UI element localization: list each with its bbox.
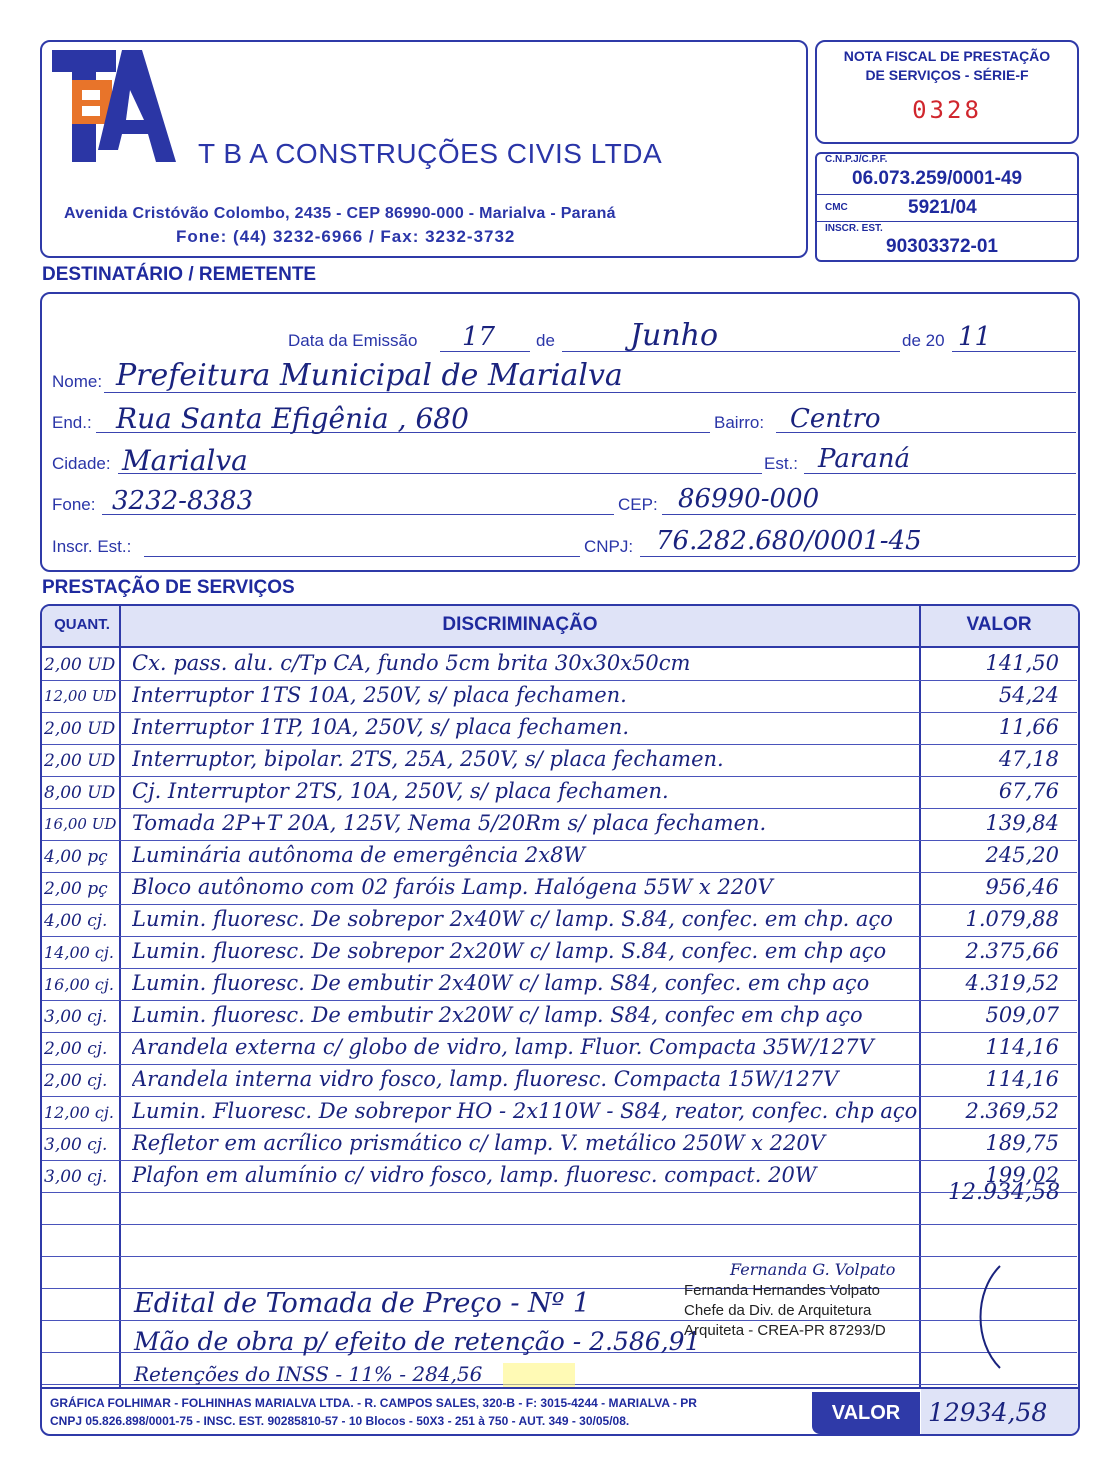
row-value: 4.319,52 [965, 971, 1059, 995]
row-value: 199,02 [985, 1163, 1059, 1187]
invoice-inscr: 90303372-01 [886, 236, 998, 257]
recipient-cep: 86990-000 [678, 484, 820, 514]
row-value: 114,16 [985, 1067, 1059, 1091]
row-value: 509,07 [985, 1003, 1059, 1027]
row-separator [42, 776, 1077, 777]
row-description: Arandela externa c/ globo de vidro, lamp. Fluor. Compacta 35W/127V [132, 1035, 874, 1059]
row-description: Lumin. Fluoresc. De sobrepor HO - 2x110W - S84, reator, confec. chp aço [132, 1099, 918, 1123]
row-separator [42, 680, 1077, 681]
state-label: Est.: [764, 454, 799, 473]
col-divider-1 [119, 606, 121, 1387]
row-quantity: 14,00 cj. [44, 943, 114, 962]
city-label: Cidade: [52, 454, 111, 473]
row-description: Cj. Interruptor 2TS, 10A, 250V, s/ placa fechamen. [132, 779, 669, 803]
date-month-line [562, 351, 900, 352]
row-quantity: 4,00 cj. [44, 911, 108, 931]
company-name: T B A CONSTRUÇÕES CIVIS LTDA [198, 138, 663, 169]
invoice-cnpj: 06.073.259/0001-49 [852, 168, 1023, 189]
cep-line [662, 514, 1076, 515]
stamp-line-3: Arquiteta - CREA-PR 87293/D [684, 1322, 886, 1339]
row-value: 1.079,88 [965, 907, 1059, 931]
highlight-mark [503, 1363, 575, 1387]
note-line-1: Edital de Tomada de Preço - Nº 1 [134, 1288, 591, 1319]
row-value: 11,66 [998, 715, 1059, 739]
phone-label: Fone: [52, 495, 96, 514]
row-separator [42, 968, 1077, 969]
bracket-mark [970, 1262, 1010, 1372]
row-separator [42, 1064, 1077, 1065]
row-value: 956,46 [985, 875, 1059, 899]
row-value: 114,16 [985, 1035, 1059, 1059]
row-description: Lumin. fluoresc. De sobrepor 2x40W c/ lamp. S.84, confec. em chp. aço [132, 907, 893, 931]
row-description: Interruptor 1TP, 10A, 250V, s/ placa fechamen. [132, 715, 629, 739]
address-label: End.: [52, 413, 92, 432]
row-separator [42, 744, 1077, 745]
valor-label: VALOR [831, 1402, 901, 1424]
subtotal: 12.934,58 [948, 1180, 1060, 1205]
row-description: Interruptor, bipolar. 2TS, 25A, 250V, s/ placa fechamen. [132, 747, 724, 771]
row-value: 54,24 [998, 683, 1059, 707]
row-separator [42, 1128, 1077, 1129]
recipient-phone: 3232-8383 [112, 486, 254, 516]
row-separator [42, 1192, 1077, 1193]
row-value: 141,50 [985, 651, 1059, 675]
footer-line-1: GRÁFICA FOLHIMAR - FOLHINHAS MARIALVA LTDA. - R. CAMPOS SALES, 320-B - F: 3015-4244 - MARIALVA - PR [50, 1396, 697, 1410]
recipient-name: Prefeitura Municipal de Marialva [116, 358, 623, 393]
company-phone: Fone: (44) 3232-6966 / Fax: 3232-3732 [176, 227, 516, 246]
row-value: 189,75 [985, 1131, 1059, 1155]
note-line-2: Mão de obra p/ efeito de retenção - 2.586,91 [134, 1327, 701, 1356]
invoice-title-line1: NOTA FISCAL DE PRESTAÇÃO [843, 48, 1051, 64]
company-address: Avenida Cristóvão Colombo, 2435 - CEP 86990-000 - Marialva - Paraná [64, 205, 616, 222]
stamp-line-2: Chefe da Div. de Arquitetura [684, 1302, 872, 1319]
row-quantity: 2,00 cj. [44, 1039, 108, 1059]
date-de-1: de [536, 331, 555, 350]
divider [817, 221, 1077, 222]
row-separator [42, 936, 1077, 937]
row-quantity: 3,00 cj. [44, 1135, 108, 1155]
cnpj-line [640, 556, 1076, 557]
col-quant-header: QUANT. [54, 616, 110, 633]
note-line-3 [134, 1362, 482, 1386]
col-desc-header: DISCRIMINAÇÃO [442, 614, 598, 635]
row-separator [42, 904, 1077, 905]
row-quantity: 2,00 cj. [44, 1071, 108, 1091]
row-description: Refletor em acrílico prismático c/ lamp. V. metálico 250W x 220V [132, 1131, 825, 1155]
cnpj-label: CNPJ: [584, 537, 634, 556]
row-description: Interruptor 1TS 10A, 250V, s/ placa fechamen. [132, 683, 627, 707]
date-label: Data da Emissão [288, 331, 418, 350]
row-quantity: 16,00 UD [44, 815, 116, 833]
services-section-title: PRESTAÇÃO DE SERVIÇOS [42, 577, 295, 598]
row-description: Lumin. fluoresc. De embutir 2x20W c/ lamp. S84, confec em chp aço [132, 1003, 863, 1027]
row-description: Cx. pass. alu. c/Tp CA, fundo 5cm brita 30x30x50cm [132, 651, 691, 675]
bairro-label: Bairro: [714, 413, 765, 432]
row-separator [42, 872, 1077, 873]
invoice-inscr-label: INSCR. EST. [825, 223, 883, 234]
col-valor-header: VALOR [966, 614, 1032, 635]
row-description: Plafon em alumínio c/ vidro fosco, lamp. fluoresc. compact. 20W [132, 1163, 817, 1187]
row-description: Lumin. fluoresc. De embutir 2x40W c/ lamp. S84, confec. em chp aço [132, 971, 870, 995]
stamp-line-1: Fernanda Hernandes Volpato [684, 1282, 880, 1299]
row-separator [42, 1224, 1077, 1225]
divider [817, 194, 1077, 195]
row-quantity: 2,00 UD [44, 751, 116, 771]
invoice-number: 0328 [912, 96, 982, 124]
note-line-3-text: Retenções do INSS - 11% - 284,56 [134, 1362, 483, 1386]
row-separator [42, 1256, 1077, 1257]
row-separator [42, 1096, 1077, 1097]
row-value: 67,76 [998, 779, 1059, 803]
invoice-cnpj-label: C.N.P.J/C.P.F. [825, 154, 888, 165]
row-quantity: 8,00 UD [44, 783, 116, 803]
invoice-cmc: 5921/04 [908, 197, 977, 218]
table-header-divider [42, 646, 1078, 648]
recipient-section-title: DESTINATÁRIO / REMETENTE [42, 264, 317, 285]
row-value: 245,20 [985, 843, 1059, 867]
row-quantity: 2,00 pç [44, 879, 108, 899]
company-logo [52, 50, 176, 162]
row-separator [42, 1160, 1077, 1161]
row-quantity: 12,00 cj. [44, 1103, 114, 1122]
footer-line-2: CNPJ 05.826.898/0001-75 - INSC. EST. 90285810-57 - 10 Blocos - 50X3 - 251 à 750 - AUT. 349 - 30/05/08. [50, 1414, 630, 1428]
row-value: 139,84 [985, 811, 1059, 835]
row-quantity: 2,00 UD [44, 719, 116, 739]
row-value: 2.375,66 [965, 939, 1059, 963]
tba-logo-icon [52, 50, 176, 162]
row-description: Bloco autônomo com 02 faróis Lamp. Halógena 55W x 220V [132, 875, 773, 899]
date-de-2: de 20 [902, 331, 945, 350]
recipient-bairro: Centro [790, 404, 881, 434]
row-separator [42, 1320, 1077, 1321]
row-description: Tomada 2P+T 20A, 125V, Nema 5/20Rm s/ placa fechamen. [132, 811, 767, 835]
row-separator [42, 808, 1077, 809]
row-separator [42, 1000, 1077, 1001]
row-quantity: 12,00 UD [44, 687, 116, 705]
row-quantity: 16,00 cj. [44, 975, 114, 994]
recipient-address: Rua Santa Efigênia , 680 [116, 402, 469, 435]
row-description: Arandela interna vidro fosco, lamp. fluoresc. Compacta 15W/127V [132, 1067, 839, 1091]
ie-label: Inscr. Est.: [52, 537, 132, 556]
cep-label: CEP: [618, 495, 658, 514]
invoice-cmc-label: CMC [825, 202, 848, 213]
row-quantity: 2,00 UD [44, 655, 116, 675]
total-value: 12934,58 [928, 1398, 1048, 1427]
col-divider-2 [919, 606, 921, 1387]
recipient-city: Marialva [122, 444, 248, 477]
valor-label-box [812, 1392, 920, 1434]
row-separator [42, 712, 1077, 713]
date-month: Junho [630, 318, 719, 353]
date-year: 11 [958, 322, 992, 352]
row-description: Lumin. fluoresc. De sobrepor 2x20W c/ lamp. S.84, confec. em chp aço [132, 939, 887, 963]
row-quantity: 4,00 pç [44, 847, 108, 867]
row-quantity: 3,00 cj. [44, 1007, 108, 1027]
name-label: Nome: [52, 372, 103, 391]
row-quantity: 3,00 cj. [44, 1167, 108, 1187]
row-value: 47,18 [998, 747, 1059, 771]
row-separator [42, 840, 1077, 841]
date-day: 17 [462, 322, 496, 352]
invoice-title-line2: DE SERVIÇOS - SÉRIE-F [865, 67, 1029, 83]
ie-line [144, 556, 580, 557]
recipient-state: Paraná [818, 444, 911, 474]
recipient-cnpj: 76.282.680/0001-45 [656, 526, 922, 556]
row-separator [42, 1032, 1077, 1033]
row-description: Luminária autônoma de emergência 2x8W [132, 843, 586, 867]
row-value: 2.369,52 [965, 1099, 1059, 1123]
stamp-signature: Fernanda G. Volpato [730, 1260, 896, 1279]
